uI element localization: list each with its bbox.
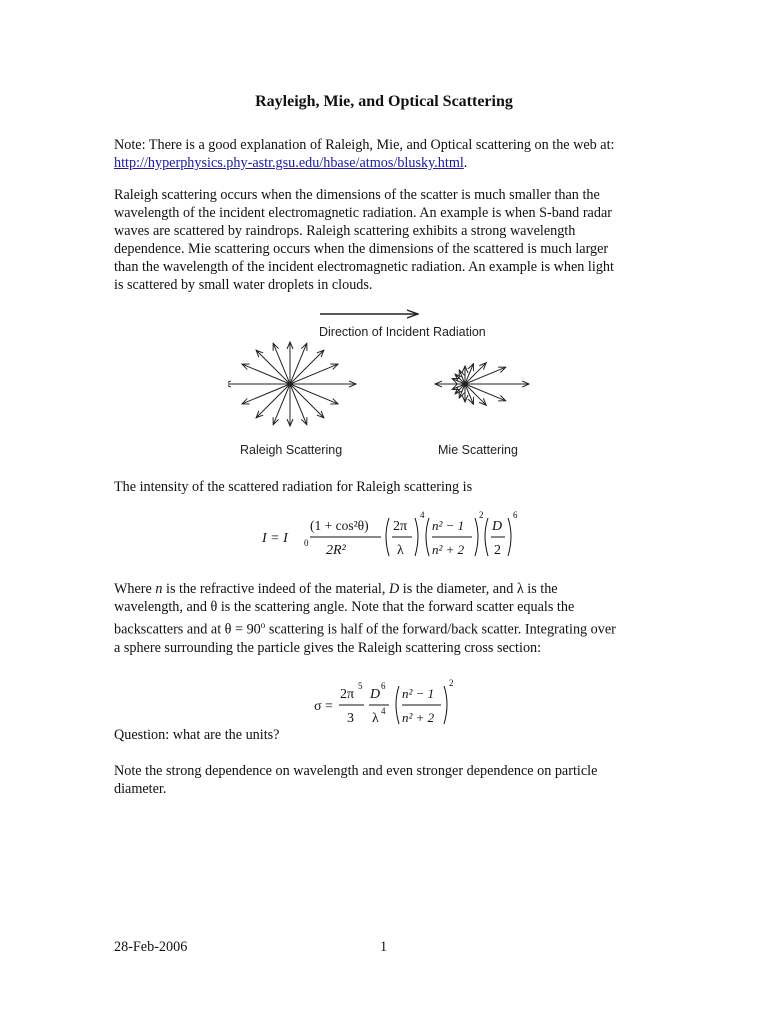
eq1-exp2: 4 xyxy=(420,510,425,520)
paragraph-line: waves are scattered by raindrops. Raleigh scattering exhibits a strong wavelength xyxy=(114,223,576,239)
footer-page-number: 1 xyxy=(380,939,388,955)
eq1-num4: D xyxy=(492,519,503,534)
scatter-arrow xyxy=(256,384,290,418)
eq1-den3: n² + 2 xyxy=(432,542,465,557)
definitions-paragraph: Where n is the refractive indeed of the material, D is the diameter, and λ is the wavelength, and θ is the scattering angle. Note that the forward scatter equals the backscatters and at $\theta = 90^o$ scattering is half of the forward/back scatter. Integrating over a sphere surrounding the particle gives the Raleigh scattering cross section: xyxy=(114,581,616,656)
eq2-num2-exp: 6 xyxy=(381,681,386,691)
note-paragraph xyxy=(114,136,674,172)
eq2-num2: D xyxy=(370,687,381,702)
page-title: Rayleigh, Mie, and Optical Scattering xyxy=(255,93,513,110)
eq2-num1-exp: 5 xyxy=(358,681,363,691)
intensity-equation xyxy=(262,508,522,570)
paragraph-line: dependence. Mie scattering occurs when the dimensions of the scattered is much larger xyxy=(114,241,609,257)
var-d: D xyxy=(388,581,400,597)
eq2-num1: 2π xyxy=(340,687,355,702)
mie-scatter-arrows xyxy=(435,363,529,405)
eq1-lhs-sub: 0 xyxy=(304,538,309,548)
eq1-num3: n² − 1 xyxy=(432,518,465,533)
scatter-arrow xyxy=(290,350,324,384)
eq2-den2: λ xyxy=(372,711,379,726)
scatter-arrow xyxy=(465,384,486,405)
raleigh-label: Raleigh Scattering xyxy=(240,443,343,457)
scatter-arrow xyxy=(455,374,465,384)
scattering-diagram xyxy=(228,308,534,468)
mie-label: Mie Scattering xyxy=(438,443,518,457)
eq1-lhs: I = I xyxy=(262,531,288,546)
intensity-intro: The intensity of the scattered radiation for Raleigh scattering is xyxy=(114,479,473,495)
eq1-num2: 2π xyxy=(393,519,408,534)
scattering-paragraph xyxy=(114,186,674,294)
eq2-num3: n² − 1 xyxy=(402,686,435,701)
eq1-exp3: 2 xyxy=(479,510,484,520)
eq1-den2: λ xyxy=(397,543,404,558)
paragraph-line: wavelength of the incident electromagnetic radiation. An example is when S-band radar xyxy=(114,205,612,221)
note-period: . xyxy=(463,155,468,171)
paragraph-line: is scattered by small water droplets in clouds. xyxy=(114,277,373,293)
scatter-arrow xyxy=(455,384,465,394)
footer-date: 28-Feb-2006 xyxy=(114,939,188,955)
conclusion-paragraph: Note the strong dependence on wavelength and even stronger dependence on particle diameter. xyxy=(114,763,598,797)
scatter-arrow xyxy=(465,363,486,384)
hyperphysics-link[interactable]: http://hyperphysics.phy-astr.gsu.edu/hbase/atmos/blusky.html xyxy=(114,155,464,171)
scatter-arrow xyxy=(256,350,290,384)
eq2-den2-exp: 4 xyxy=(381,706,386,716)
eq2-den3: n² + 2 xyxy=(402,710,435,725)
question-text: Question: what are the units? xyxy=(114,727,280,743)
scattering-figure xyxy=(228,308,534,468)
direction-label: Direction of Incident Radiation xyxy=(319,325,486,339)
var-n: n xyxy=(155,581,163,597)
eq1-den4: 2 xyxy=(494,543,501,558)
eq2-den1: 3 xyxy=(347,711,354,726)
raleigh-scatter-arrows xyxy=(228,342,356,426)
paragraph-line: than the wavelength of the incident electromagnetic radiation. An example is when light xyxy=(114,259,614,275)
paragraph-line: Raleigh scattering occurs when the dimensions of the scatter is much smaller than the xyxy=(114,187,600,203)
eq1-den1: 2R² xyxy=(326,543,346,558)
eq2-lhs: σ = xyxy=(314,699,333,714)
eq1-num1: (1 + cos²θ) xyxy=(310,518,369,533)
eq2-exp3: 2 xyxy=(449,678,454,688)
note-text: Note: There is a good explanation of Raleigh, Mie, and Optical scattering on the web at: xyxy=(114,137,615,153)
eq1-exp4: 6 xyxy=(513,510,518,520)
scatter-arrow xyxy=(290,384,324,418)
